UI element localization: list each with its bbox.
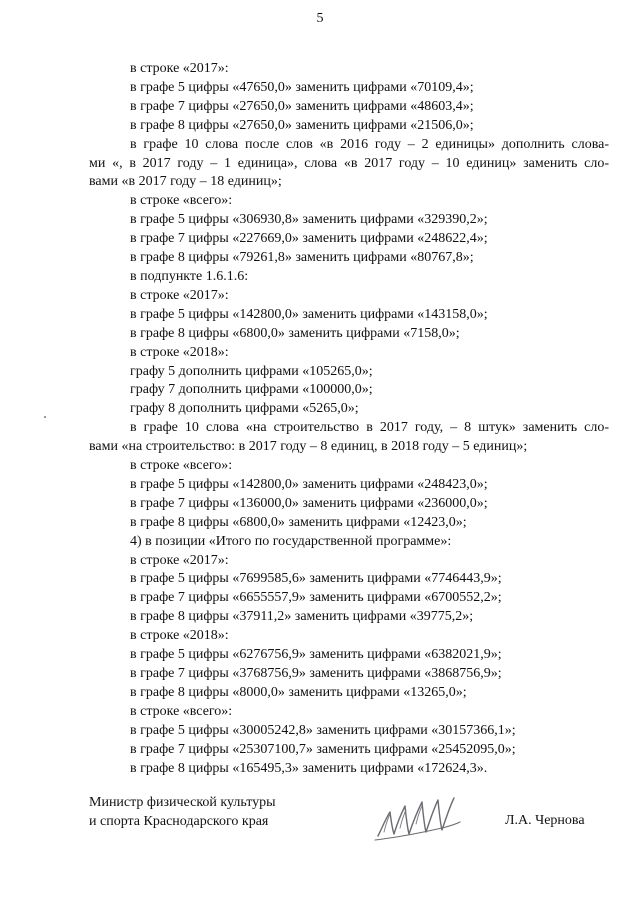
text-line: в графе 8 цифры «165495,3» заменить цифрами «172624,3». <box>130 760 488 776</box>
signature-block <box>89 793 276 831</box>
signer-name: Л.А. Чернова <box>505 813 585 828</box>
text-line: в графе 7 цифры «27650,0» заменить цифрами «48603,4»; <box>130 98 474 114</box>
text-line: графу 7 дополнить цифрами «100000,0»; <box>130 382 373 398</box>
text-line: в графе 5 цифры «30005242,8» заменить цифрами «30157366,1»; <box>130 722 516 738</box>
text-line: в подпункте 1.6.1.6: <box>130 268 249 284</box>
text-line: в строке «2017»: <box>130 287 229 303</box>
signer-position-line-1: Министр физической культуры <box>89 795 276 810</box>
text-line: в графе 5 цифры «7699585,6» заменить цифрами «7746443,9»; <box>130 571 502 587</box>
text-line: в графе 7 цифры «6655557,9» заменить цифрами «6700552,2»; <box>130 590 502 606</box>
text-line: в графе 5 цифры «6276756,9» заменить цифрами «6382021,9»; <box>130 647 502 663</box>
text-line: в графе 8 цифры «6800,0» заменить цифрами «12423,0»; <box>130 514 467 530</box>
text-line: вами «в 2017 году – 18 единиц»; <box>89 174 282 190</box>
handwritten-signature-icon <box>372 788 464 850</box>
text-line: в графе 7 цифры «227669,0» заменить цифрами «248622,4»; <box>130 231 488 247</box>
page-number: 5 <box>316 11 324 26</box>
text-line: в графе 7 цифры «3768756,9» заменить цифрами «3868756,9»; <box>130 666 502 681</box>
text-line: в строке «2018»: <box>130 344 229 360</box>
text-line: графу 8 дополнить цифрами «5265,0»; <box>130 401 359 417</box>
text-line: в графе 8 цифры «6800,0» заменить цифрами «7158,0»; <box>130 325 460 341</box>
text-line: в графе 7 цифры «25307100,7» заменить цифрами «25452095,0»; <box>130 741 516 757</box>
text-line: вами «на строительство: в 2017 году – 8 единиц, в 2018 году – 5 единиц»; <box>89 439 528 455</box>
text-line: в строке «2018»: <box>130 628 229 644</box>
text-line: ми «, в 2017 году – 1 единица», слова «в 2017 году – 10 единиц» заменить сло- <box>89 155 609 171</box>
text-line: в графе 8 цифры «8000,0» заменить цифрами «13265,0»; <box>130 684 467 700</box>
text-line: в графе 8 цифры «37911,2» заменить цифрами «39775,2»; <box>130 609 474 625</box>
text-line: в графе 10 слова после слов «в 2016 году – 2 единицы» дополнить слова- <box>130 136 609 152</box>
text-line: в строке «2017»: <box>130 61 229 76</box>
text-line: в графе 8 цифры «79261,8» заменить цифрами «80767,8»; <box>130 250 474 266</box>
document-body <box>89 60 609 778</box>
text-line: в графе 5 цифры «142800,0» заменить цифрами «143158,0»; <box>130 306 488 322</box>
text-line: графу 5 дополнить цифрами «105265,0»; <box>130 363 373 379</box>
text-line: в графе 8 цифры «27650,0» заменить цифрами «21506,0»; <box>130 117 474 133</box>
signer-position-line-2: и спорта Краснодарского края <box>89 814 269 829</box>
text-line: в строке «всего»: <box>130 703 233 719</box>
text-line: в строке «2017»: <box>130 552 229 568</box>
text-line: в графе 5 цифры «47650,0» заменить цифрами «70109,4»; <box>130 79 474 95</box>
text-line: в строке «всего»: <box>130 458 233 474</box>
text-line: 4) в позиции «Итого по государственной программе»: <box>130 533 452 549</box>
text-line: в графе 10 слова «на строительство в 2017 году, – 8 штук» заменить сло- <box>130 420 609 436</box>
text-line: в графе 5 цифры «142800,0» заменить цифрами «248423,0»; <box>130 476 488 492</box>
text-line: в строке «всего»: <box>130 193 233 209</box>
margin-mark <box>44 416 46 418</box>
text-line: в графе 5 цифры «306930,8» заменить цифрами «329390,2»; <box>130 212 488 228</box>
text-line: в графе 7 цифры «136000,0» заменить цифрами «236000,0»; <box>130 495 488 511</box>
